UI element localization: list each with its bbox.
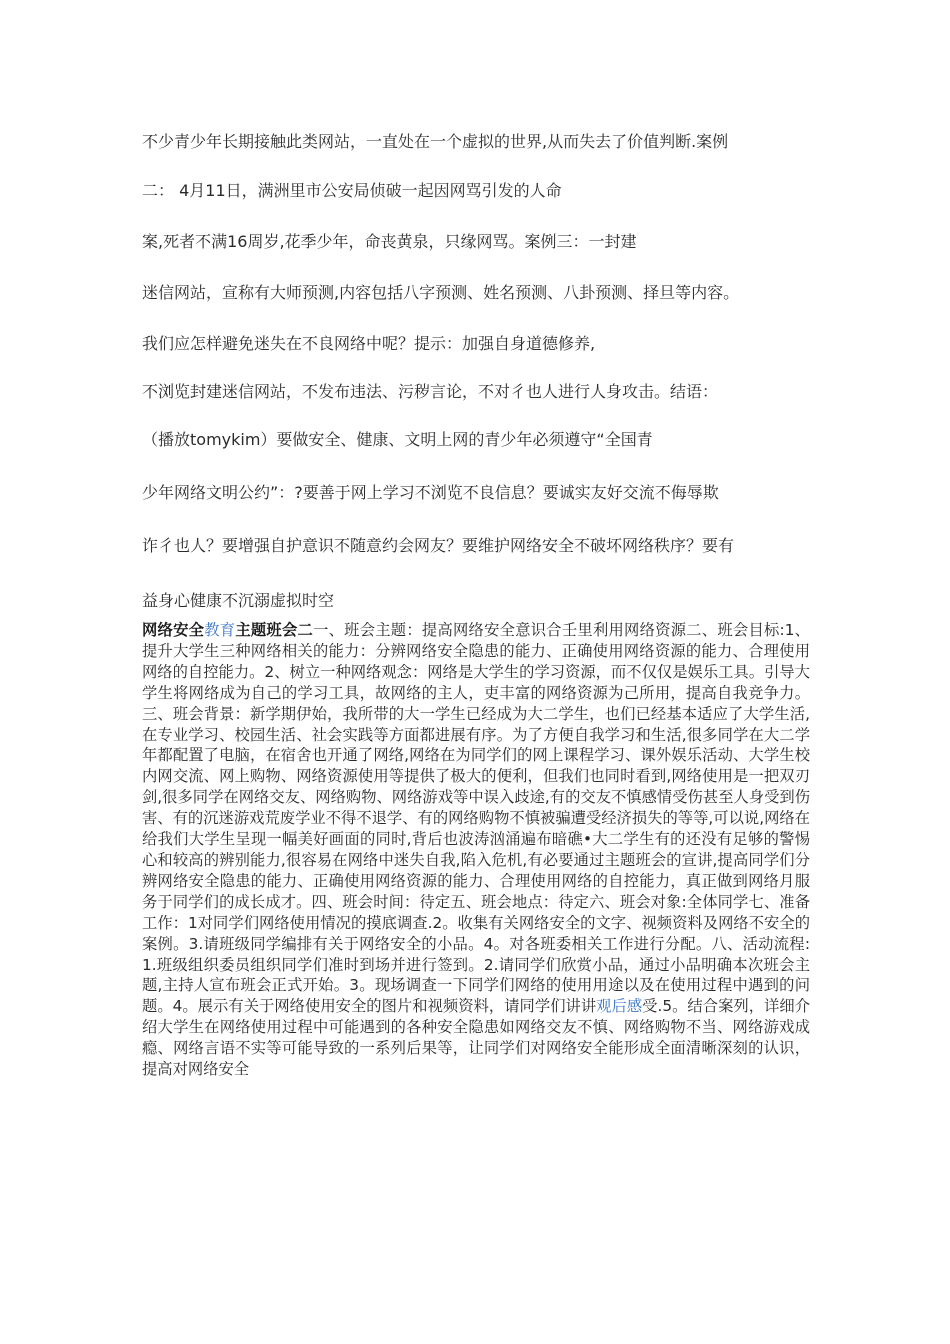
text-line-1: 不少青少年长期接触此类网站，一直处在一个虚拟的世界,从而失去了价值判断.案例 [142, 132, 729, 151]
education-link[interactable]: 教育 [204, 621, 236, 639]
text-line-7: （播放tomykim）要做安全、健康、文明上网的青少年必须遵守“全国青 [142, 430, 653, 449]
body-paragraph-part1: 一、班会主题：提高网络安全意识合壬里利用网络资源二、班会目标:1、提升大学生三种网络相关的能力：分辨网络安全隐患的能力、正确使用网络资源的能力、合理使用网络的自控能力。2、树立一种网络观念：网络是大学生的学习资源，而不仅仅是娱乐工具。引导大学生将网络成为自己的学习工具，故网络的主人，吏丰富的网络资源为己所用，提高自我竞争力。三、班会背景：新学期伊始，我所带的大一学生已经成为大二学生，也们已经基本适应了大学生活,在专业学习、校园生活、社会实践等方面都进展有序。为了方便自我学习和生活,很多同学在大二学年都配置了电脑，在宿舍也开通了网络,网络在为同学们的网上课程学习、课外娱乐活动、大学生校内网交流、网上购物、网络资源使用等提供了极大的便利，但我们也同时看到,网络使用是一把双刃剑,很多同学在网络交友、网络购物、网络游戏等中误入歧途,有的交友不慎感情受伤甚至人身受到伤害、有的沉迷游戏荒废学业不得不退学、有的网络购物不慎被骗遭受经济损失的等等,可以说,网络在给我们大学生呈现一幅美好画面的同时,背后也波涛汹涌遍布暗礁•大二学生有的还没有足够的警惕心和较高的辨别能力,很容易在网络中迷失自我,陷入危机,有必要通过主题班会的宣讲,提高同学们分辨网络安全隐患的能力、正确使用网络资源的能力、合理使用网络的自控能力，真正做到网络月服务于同学们的成长成才。四、班会时间：待定五、班会地点：待定六、班会对象:全体同学七、准备工作：1对同学们网络使用情况的摸底调查.2。收集有关网络安全的文字、视频资料及网络不安全的案例。3.请班级同学编排有关于网络安全的小品。4。对各班委相关工作进行分配。八、活动流程:1.班级组织委员组织同学们准时到场并进行签到。2.请同学们欣赏小品，通过小品明确本次班会主题,主持人宣布班会正式开始。3。现场调查一下同学们网络的使用用途以及在使用过程中遇到的问题。4。展示有关于网络使用安全的图片和视频资料，请同学们讲讲 [142, 621, 810, 1016]
text-line-2: 二： 4月11日，满洲里市公安局侦破一起因网骂引发的人命 [142, 181, 562, 200]
body-paragraph-part2: 受.5。结合案列，详细介绍大学生在网络使用过程中可能遇到的各种安全隐患如网络交友不慎、网络购物不当、网络游戏成瘾、网络言语不实等可能导致的一系列后果等，让同学们对网络安全能形成全面清晰深刻的认识，提高对网络安全 [142, 997, 810, 1079]
text-line-6: 不浏览封建迷信网站，不发布违法、污秽言论，不对彳也人进行人身攻击。结语： [142, 382, 719, 401]
text-line-9: 诈彳也人？要增强自护意识不随意约会网友？要维护网络安全不破坏网络秩序？要有 [142, 536, 735, 555]
text-line-4: 迷信网站，宣称有大师预测,内容包括八字预测、姓名预测、八卦预测、择旦等内容。 [142, 283, 740, 302]
text-line-5: 我们应怎样避免迷失在不良网络中呢？提示：加强自身道德修养, [142, 334, 596, 353]
review-link[interactable]: 观后感 [596, 997, 643, 1016]
section-title-part2: 主题班会二 [235, 621, 314, 639]
section-title-part1: 网络安全 [142, 621, 205, 639]
text-line-3: 案,死者不满16周岁,花季少年，命丧黄泉，只缘网骂。案例三：一封建 [142, 232, 637, 251]
text-line-10: 益身心健康不沉溺虚拟时空 [142, 591, 335, 610]
text-line-8: 少年网络文明公约”：?要善于网上学习不浏览不良信息？要诚实友好交流不侮辱欺 [142, 483, 719, 502]
class-meeting-body [142, 620, 810, 1080]
